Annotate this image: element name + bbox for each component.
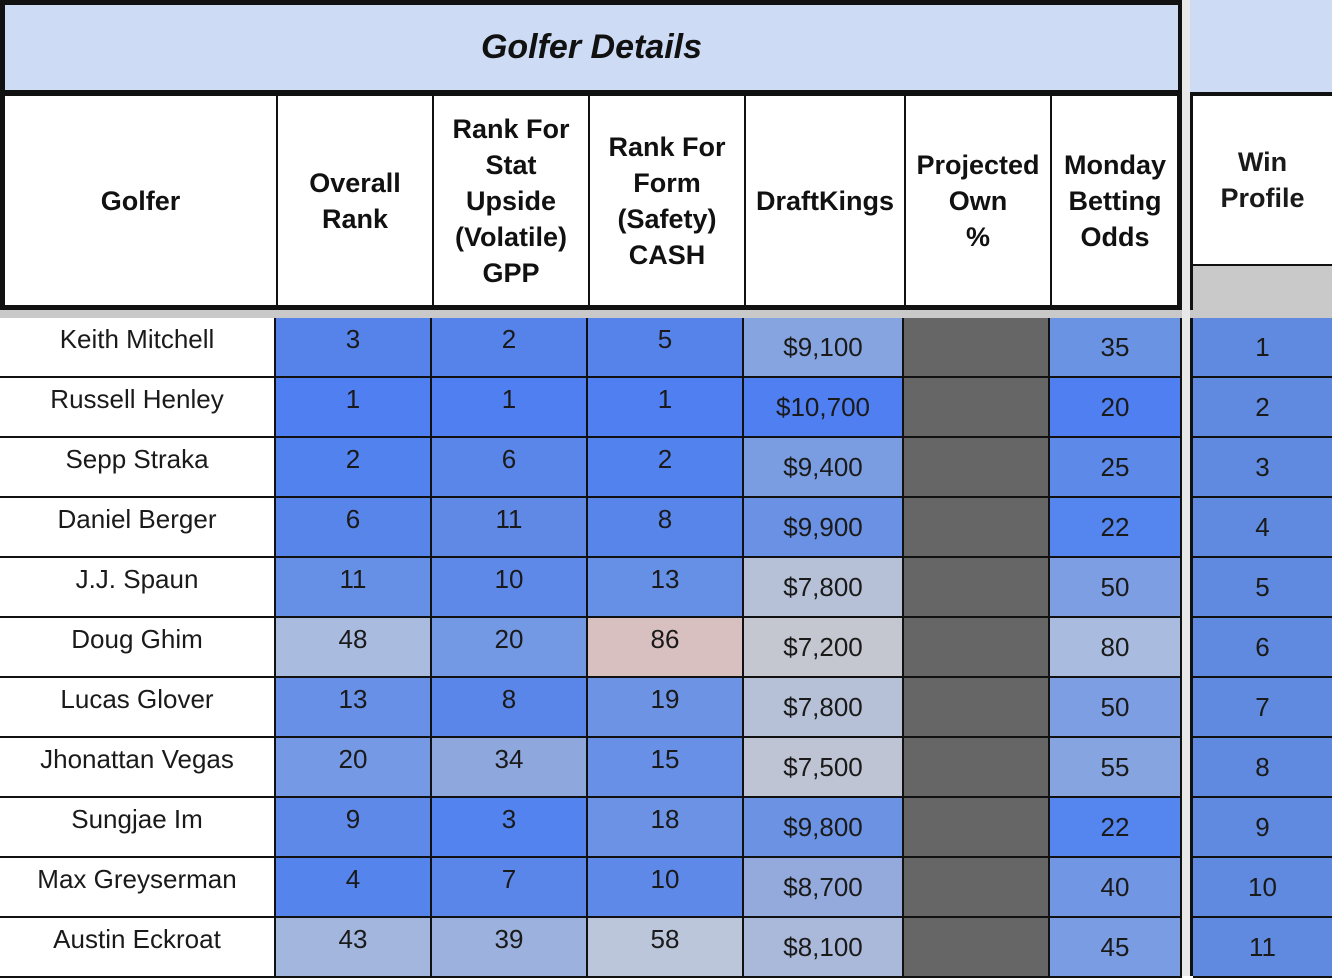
- cell-overall-rank[interactable]: 48: [276, 618, 432, 678]
- cell-projected-own[interactable]: [904, 318, 1050, 378]
- cell-draftkings[interactable]: $7,200: [744, 618, 904, 678]
- cell-projected-own[interactable]: [904, 678, 1050, 738]
- cell-draftkings[interactable]: $9,800: [744, 798, 904, 858]
- cell-overall-rank[interactable]: 6: [276, 498, 432, 558]
- table-row[interactable]: [0, 498, 1182, 558]
- cell-stat-upside[interactable]: 20: [432, 618, 588, 678]
- cell-betting-odds[interactable]: 25: [1050, 438, 1182, 498]
- cell-golfer[interactable]: Daniel Berger: [0, 498, 276, 558]
- win-profile-row[interactable]: [1193, 738, 1332, 798]
- cell-betting-odds[interactable]: 22: [1050, 498, 1182, 558]
- cell-betting-odds[interactable]: 20: [1050, 378, 1182, 438]
- cell-overall-rank[interactable]: 43: [276, 918, 432, 978]
- cell-projected-own[interactable]: [904, 498, 1050, 558]
- win-profile-row[interactable]: [1193, 918, 1332, 978]
- header-separator: [0, 310, 1182, 318]
- cell-projected-own[interactable]: [904, 798, 1050, 858]
- header-form[interactable]: Rank For Form (Safety) CASH: [590, 96, 746, 305]
- cell-form[interactable]: 8: [588, 498, 744, 558]
- cell-win-profile[interactable]: 8: [1193, 738, 1332, 798]
- cell-overall-rank[interactable]: 1: [276, 378, 432, 438]
- cell-stat-upside[interactable]: 2: [432, 318, 588, 378]
- cell-stat-upside[interactable]: 7: [432, 858, 588, 918]
- table-row[interactable]: [0, 918, 1182, 978]
- cell-golfer[interactable]: Lucas Glover: [0, 678, 276, 738]
- cell-projected-own[interactable]: [904, 558, 1050, 618]
- cell-overall-rank[interactable]: 4: [276, 858, 432, 918]
- cell-stat-upside[interactable]: 8: [432, 678, 588, 738]
- cell-win-profile[interactable]: 5: [1193, 558, 1332, 618]
- table-title-bar: [0, 0, 1182, 95]
- header-draftkings[interactable]: DraftKings: [746, 96, 906, 305]
- table-row[interactable]: [0, 438, 1182, 498]
- cell-stat-upside[interactable]: 10: [432, 558, 588, 618]
- cell-overall-rank[interactable]: 3: [276, 318, 432, 378]
- win-profile-column: [1190, 318, 1332, 976]
- table-row[interactable]: [0, 558, 1182, 618]
- cell-golfer[interactable]: Doug Ghim: [0, 618, 276, 678]
- win-profile-header-block: [1190, 92, 1332, 310]
- cell-betting-odds[interactable]: 45: [1050, 918, 1182, 978]
- cell-draftkings[interactable]: $10,700: [744, 378, 904, 438]
- cell-betting-odds[interactable]: 22: [1050, 798, 1182, 858]
- cell-stat-upside[interactable]: 3: [432, 798, 588, 858]
- cell-projected-own[interactable]: [904, 438, 1050, 498]
- cell-projected-own[interactable]: [904, 738, 1050, 798]
- win-profile-row[interactable]: [1193, 798, 1332, 858]
- header-overall-rank[interactable]: Overall Rank: [278, 96, 434, 305]
- cell-overall-rank[interactable]: 2: [276, 438, 432, 498]
- cell-betting-odds[interactable]: 55: [1050, 738, 1182, 798]
- cell-form[interactable]: 58: [588, 918, 744, 978]
- cell-draftkings[interactable]: $7,500: [744, 738, 904, 798]
- column-gap: [1182, 0, 1190, 976]
- title-bar-extension: [1190, 0, 1332, 92]
- cell-win-profile[interactable]: 9: [1193, 798, 1332, 858]
- header-separator-right: [1190, 310, 1332, 318]
- win-profile-row[interactable]: [1193, 378, 1332, 438]
- cell-golfer[interactable]: Sungjae Im: [0, 798, 276, 858]
- cell-win-profile[interactable]: 3: [1193, 438, 1332, 498]
- cell-form[interactable]: 13: [588, 558, 744, 618]
- cell-golfer[interactable]: Austin Eckroat: [0, 918, 276, 978]
- win-profile-row[interactable]: [1193, 318, 1332, 378]
- cell-form[interactable]: 1: [588, 378, 744, 438]
- cell-draftkings[interactable]: $7,800: [744, 558, 904, 618]
- cell-projected-own[interactable]: [904, 618, 1050, 678]
- cell-stat-upside[interactable]: 39: [432, 918, 588, 978]
- win-profile-row[interactable]: [1193, 438, 1332, 498]
- cell-overall-rank[interactable]: 9: [276, 798, 432, 858]
- header-betting-odds[interactable]: Monday Betting Odds: [1063, 149, 1166, 252]
- cell-projected-own[interactable]: [904, 378, 1050, 438]
- win-profile-row[interactable]: [1193, 678, 1332, 738]
- table-row[interactable]: [0, 738, 1182, 798]
- cell-stat-upside[interactable]: 34: [432, 738, 588, 798]
- table-row[interactable]: [0, 678, 1182, 738]
- cell-win-profile[interactable]: 7: [1193, 678, 1332, 738]
- header-stat-upside[interactable]: Rank For Stat Upside (Volatile) GPP: [434, 96, 590, 305]
- cell-golfer[interactable]: Jhonattan Vegas: [0, 738, 276, 798]
- cell-overall-rank[interactable]: 13: [276, 678, 432, 738]
- table-row[interactable]: [0, 318, 1182, 378]
- table-row[interactable]: [0, 378, 1182, 438]
- win-profile-row[interactable]: [1193, 558, 1332, 618]
- table-title: Golfer Details: [480, 28, 703, 66]
- cell-betting-odds[interactable]: 50: [1050, 558, 1182, 618]
- win-profile-filter-cell: [1193, 266, 1332, 312]
- cell-projected-own[interactable]: [904, 918, 1050, 978]
- cell-win-profile[interactable]: 2: [1193, 378, 1332, 438]
- cell-overall-rank[interactable]: 20: [276, 738, 432, 798]
- cell-form[interactable]: 10: [588, 858, 744, 918]
- golfer-table-body: [0, 318, 1182, 976]
- win-profile-row[interactable]: [1193, 618, 1332, 678]
- header-row: [0, 92, 1182, 310]
- cell-overall-rank[interactable]: 11: [276, 558, 432, 618]
- table-row[interactable]: [0, 798, 1182, 858]
- cell-form[interactable]: 18: [588, 798, 744, 858]
- cell-golfer[interactable]: Russell Henley: [0, 378, 276, 438]
- cell-draftkings[interactable]: $8,700: [744, 858, 904, 918]
- cell-draftkings[interactable]: $7,800: [744, 678, 904, 738]
- win-profile-row[interactable]: [1193, 858, 1332, 918]
- cell-golfer[interactable]: Max Greyserman: [0, 858, 276, 918]
- cell-golfer[interactable]: J.J. Spaun: [0, 558, 276, 618]
- table-row[interactable]: [0, 858, 1182, 918]
- cell-draftkings[interactable]: $9,900: [744, 498, 904, 558]
- cell-win-profile[interactable]: 4: [1193, 498, 1332, 558]
- cell-stat-upside[interactable]: 1: [432, 378, 588, 438]
- header-golfer[interactable]: Golfer: [5, 96, 278, 305]
- cell-stat-upside[interactable]: 6: [432, 438, 588, 498]
- win-profile-row[interactable]: [1193, 498, 1332, 558]
- cell-win-profile[interactable]: 1: [1193, 318, 1332, 378]
- header-win-profile[interactable]: Win Profile: [1193, 96, 1332, 266]
- table-row[interactable]: [0, 618, 1182, 678]
- cell-betting-odds[interactable]: 35: [1050, 318, 1182, 378]
- cell-win-profile[interactable]: 6: [1193, 618, 1332, 678]
- cell-form[interactable]: 15: [588, 738, 744, 798]
- cell-win-profile[interactable]: 11: [1193, 918, 1332, 978]
- cell-draftkings[interactable]: $8,100: [744, 918, 904, 978]
- cell-form[interactable]: 19: [588, 678, 744, 738]
- cell-draftkings[interactable]: $9,100: [744, 318, 904, 378]
- cell-golfer[interactable]: Sepp Straka: [0, 438, 276, 498]
- cell-form[interactable]: 2: [588, 438, 744, 498]
- cell-betting-odds[interactable]: 80: [1050, 618, 1182, 678]
- cell-draftkings[interactable]: $9,400: [744, 438, 904, 498]
- cell-form[interactable]: 5: [588, 318, 744, 378]
- header-projected-own[interactable]: Projected Own %: [906, 96, 1052, 305]
- cell-golfer[interactable]: Keith Mitchell: [0, 318, 276, 378]
- cell-projected-own[interactable]: [904, 858, 1050, 918]
- cell-stat-upside[interactable]: 11: [432, 498, 588, 558]
- cell-betting-odds[interactable]: 40: [1050, 858, 1182, 918]
- cell-win-profile[interactable]: 10: [1193, 858, 1332, 918]
- cell-form[interactable]: 86: [588, 618, 744, 678]
- cell-betting-odds[interactable]: 50: [1050, 678, 1182, 738]
